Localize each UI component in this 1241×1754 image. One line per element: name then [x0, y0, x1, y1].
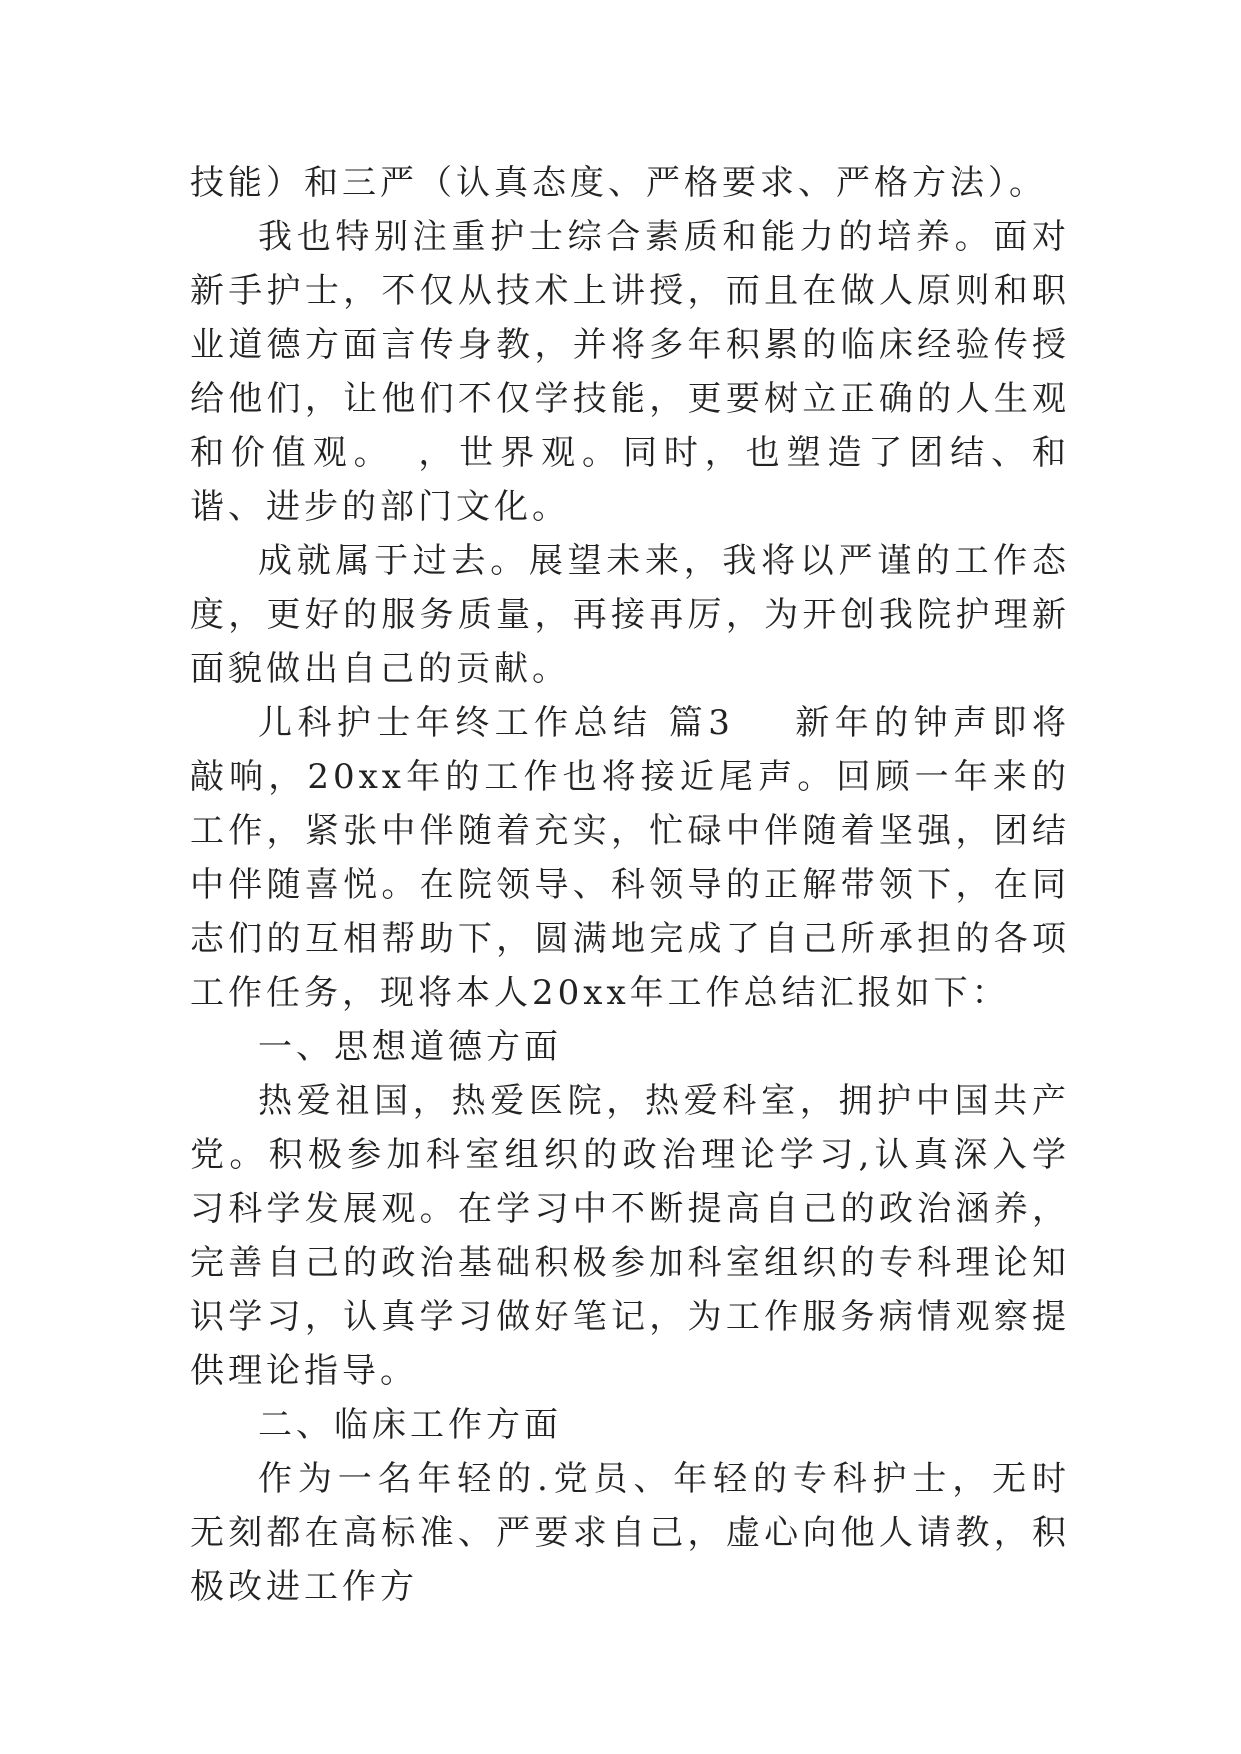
document-body: [190, 156, 1070, 1614]
paragraph-2: 我也特别注重护士综合素质和能力的培养。面对新手护士，不仅从技术上讲授，而且在做人原则和职业道德方面言传身教，并将多年积累的临床经验传授给他们，让他们不仅学技能，更要树立正确的人生观和价值观。 ，世界观。同时，也塑造了团结、和谐、进步的部门文化。: [190, 217, 1070, 527]
paragraph-clinical: 作为一名年轻的.党员、年轻的专科护士，无时无刻都在高标准、严要求自己，虚心向他人请教，积极改进工作方: [190, 1459, 1070, 1607]
heading-clinical: 二、临床工作方面: [258, 1405, 562, 1445]
paragraph-3: 成就属于过去。展望未来，我将以严谨的工作态度，更好的服务质量，再接再厉，为开创我院护理新面貌做出自己的贡献。: [190, 541, 1070, 689]
section-number: 篇3: [668, 703, 734, 743]
paragraph-1: 技能）和三严（认真态度、严格要求、严格方法）。: [190, 163, 1047, 203]
paragraph-ideology: 热爱祖国，热爱医院，热爱科室，拥护中国共产党。积极参加科室组织的政治理论学习,认真深入学习科学发展观。在学习中不断提高自己的政治涵养，完善自己的政治基础积极参加科室组织的专科理论知识学习，认真学习做好笔记，为工作服务病情观察提供理论指导。: [190, 1081, 1070, 1391]
section-paragraph: [190, 696, 1070, 1020]
section-intro-text: 新年的钟声即将敲响，20xx年的工作也将接近尾声。回顾一年来的工作，紧张中伴随着充实，忙碌中伴随着坚强，团结中伴随喜悦。在院领导、科领导的正解带领下，在同志们的互相帮助下，圆满地完成了自己所承担的各项工作任务，现将本人20xx年工作总结汇报如下：: [190, 703, 1071, 1013]
section-title: 儿科护士年终工作总结: [258, 703, 653, 743]
heading-ideology: 一、思想道德方面: [258, 1027, 562, 1067]
